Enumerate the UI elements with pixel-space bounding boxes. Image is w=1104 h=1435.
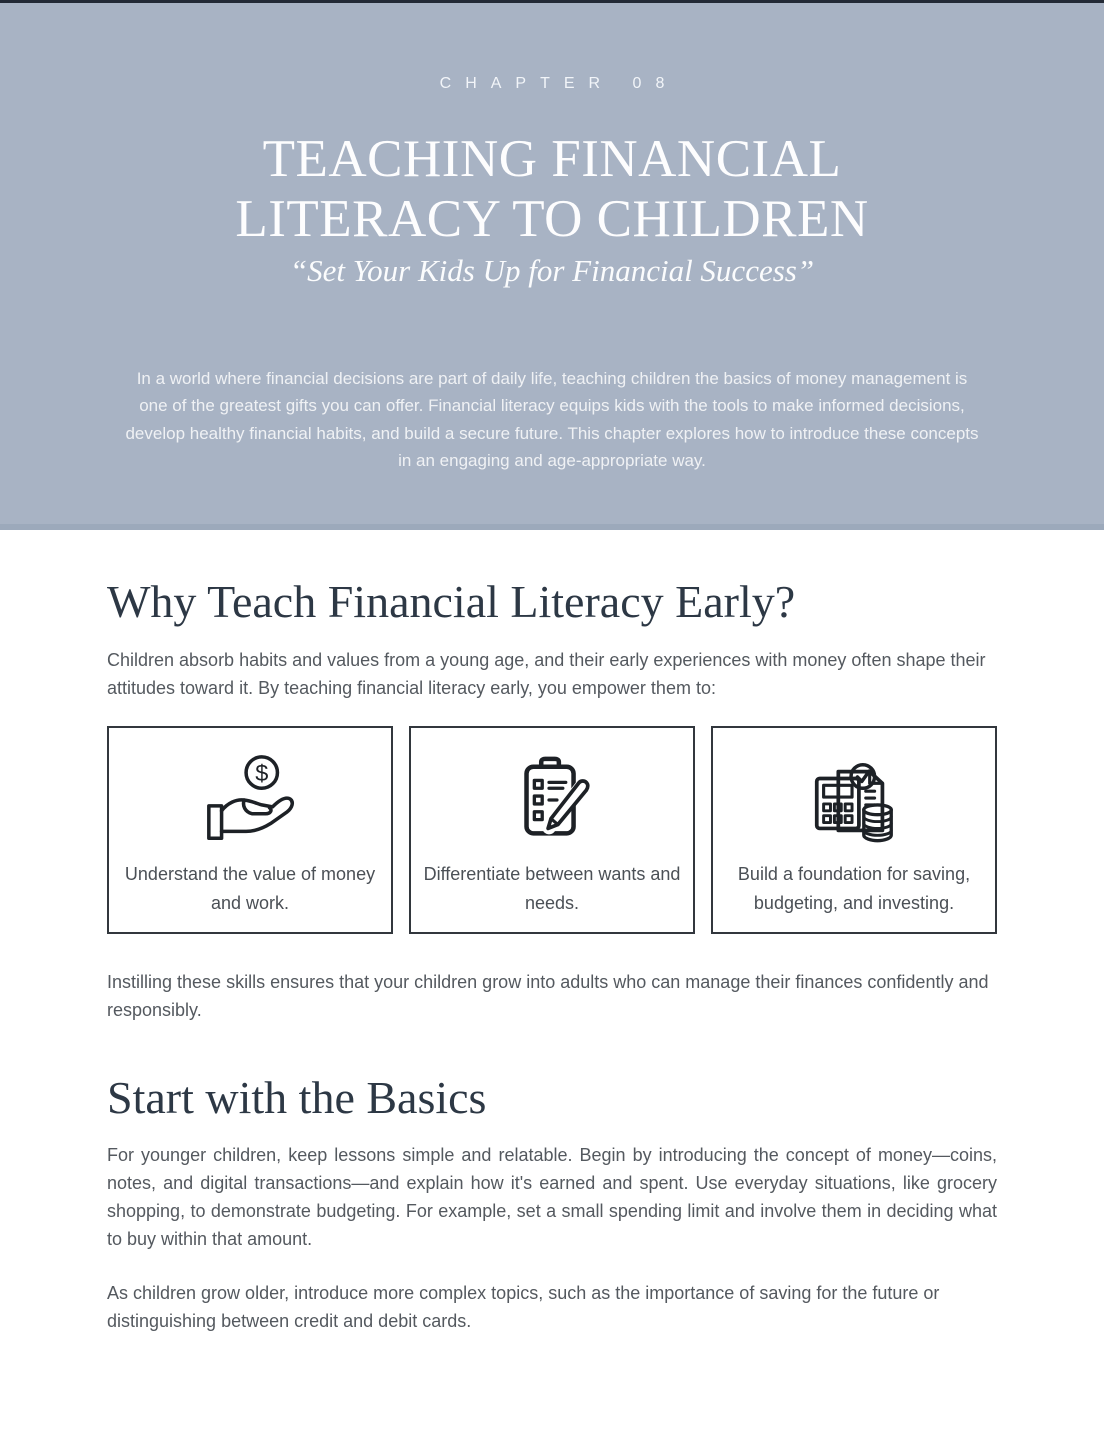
section-start-with-basics	[107, 1072, 997, 1336]
chapter-title	[0, 129, 1104, 250]
chapter-title-line2: LITERACY TO CHILDREN	[235, 190, 869, 249]
benefit-card-saving-foundation	[711, 726, 997, 934]
page-body	[0, 576, 1104, 1335]
section-heading: Why Teach Financial Literacy Early?	[107, 576, 796, 627]
section-paragraph: As children grow older, introduce more complex topics, such as the importance of saving for the future or distinguishing between credit and debit cards.	[107, 1283, 940, 1332]
section-heading: Start with the Basics	[107, 1071, 487, 1123]
benefit-card-wants-vs-needs	[409, 726, 695, 934]
section-closing-paragraph: Instilling these skills ensures that your children grow into adults who can manage their finances confidently and responsibly.	[107, 971, 989, 1020]
checklist-pencil-icon	[503, 752, 601, 850]
dollar-glyph: $	[255, 759, 269, 786]
section-lead-paragraph: Children absorb habits and values from a young age, and their early experiences with money often shape their attitudes toward it. By teaching financial literacy early, you empower them to:	[107, 649, 986, 698]
calculator-savings-icon	[805, 752, 903, 850]
benefit-card-value-of-money	[107, 726, 393, 934]
chapter-title-line1: TEACHING FINANCIAL	[262, 130, 842, 188]
section-paragraph: For younger children, keep lessons simple and relatable. Begin by introducing the concept of money—coins, notes, and digital transactions—and explain how it's earned and spent. Use everyday situations, like grocery shopping, to demonstrate budgeting. For example, set a small spending limit and involve them in deciding what to buy within that amount.	[107, 1145, 997, 1250]
benefit-card-caption: Build a foundation for saving, budgeting, and investing.	[737, 863, 971, 913]
chapter-kicker: CHAPTER 08	[439, 75, 679, 92]
benefit-card-caption: Differentiate between wants and needs.	[423, 863, 681, 913]
hand-receiving-dollar-icon	[201, 752, 299, 850]
benefit-cards-row	[107, 726, 997, 934]
section-why-teach-early	[107, 576, 997, 1024]
benefit-card-caption: Understand the value of money and work.	[124, 863, 376, 913]
chapter-intro: In a world where financial decisions are part of daily life, teaching children the basics of money management is one of the greatest gifts you can offer. Financial literacy equips kids with the tools to make informed decisions, develop healthy financial habits, and build a secure future. This chapter explores how to introduce these concepts in an engaging and age-appropriate way.	[125, 368, 979, 471]
chapter-header	[0, 3, 1104, 530]
chapter-subtitle: “Set Your Kids Up for Financial Success”	[289, 252, 815, 288]
